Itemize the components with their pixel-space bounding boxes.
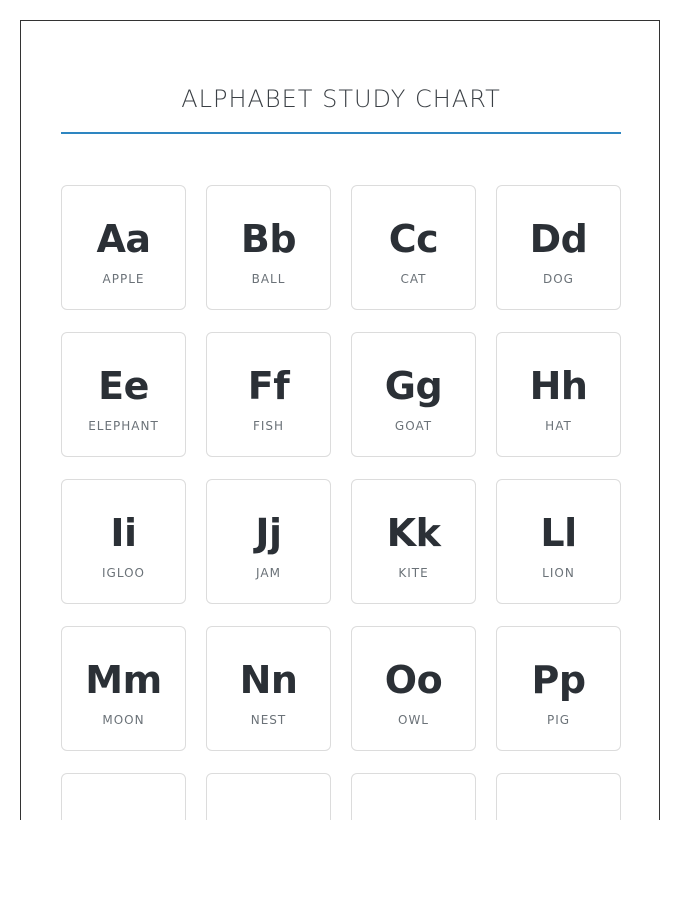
- letter-card: [351, 479, 476, 604]
- title-underline: [61, 132, 621, 134]
- letter-card: [61, 185, 186, 310]
- page-title: ALPHABET STUDY CHART: [181, 85, 501, 113]
- study-chart-sheet: [20, 20, 660, 820]
- letter-pair: Pp: [531, 658, 586, 702]
- letter-card: [61, 332, 186, 457]
- letter-pair: Aa: [96, 217, 151, 261]
- letter-card: [351, 332, 476, 457]
- example-word: FISH: [252, 419, 285, 433]
- example-word: OWL: [398, 713, 429, 727]
- example-word: LION: [542, 566, 575, 580]
- letter-card: [206, 479, 331, 604]
- example-word: APPLE: [102, 272, 145, 286]
- letter-pair: Hh: [529, 364, 588, 408]
- letter-card: [206, 185, 331, 310]
- letter-pair: Cc: [388, 217, 439, 261]
- letter-pair: Gg: [384, 364, 443, 408]
- example-word: PIG: [546, 713, 571, 727]
- example-word: MOON: [102, 713, 145, 727]
- letter-pair: Ee: [98, 364, 149, 408]
- example-word: HAT: [545, 419, 572, 433]
- letter-card: [496, 185, 621, 310]
- letter-card: [496, 479, 621, 604]
- letter-card: [351, 626, 476, 751]
- letter-card: [61, 773, 186, 820]
- example-word: DOG: [543, 272, 574, 286]
- example-word: NEST: [250, 713, 287, 727]
- letter-card: [61, 626, 186, 751]
- letter-pair: Kk: [386, 511, 441, 555]
- letter-pair: Mm: [85, 658, 162, 702]
- letter-pair: Bb: [240, 217, 297, 261]
- letter-pair: Ii: [110, 511, 137, 555]
- example-word: BALL: [251, 272, 286, 286]
- letter-card: [206, 626, 331, 751]
- letter-pair: Dd: [529, 217, 588, 261]
- letter-card: [206, 773, 331, 820]
- letter-card: [351, 185, 476, 310]
- example-word: ELEPHANT: [88, 419, 159, 433]
- letter-card: [496, 773, 621, 820]
- letter-card: [496, 626, 621, 751]
- letter-pair: Jj: [255, 511, 282, 555]
- letter-card: [351, 773, 476, 820]
- letter-card-grid: [61, 185, 621, 820]
- letter-pair: Ff: [247, 364, 290, 408]
- example-word: CAT: [400, 272, 427, 286]
- letter-pair: Nn: [239, 658, 298, 702]
- letter-pair: Ll: [540, 511, 577, 555]
- letter-card: [61, 479, 186, 604]
- example-word: GOAT: [394, 419, 433, 433]
- example-word: KITE: [398, 566, 429, 580]
- example-word: IGLOO: [102, 566, 145, 580]
- example-word: JAM: [256, 566, 281, 580]
- letter-card: [206, 332, 331, 457]
- letter-pair: Oo: [384, 658, 443, 702]
- letter-card: [496, 332, 621, 457]
